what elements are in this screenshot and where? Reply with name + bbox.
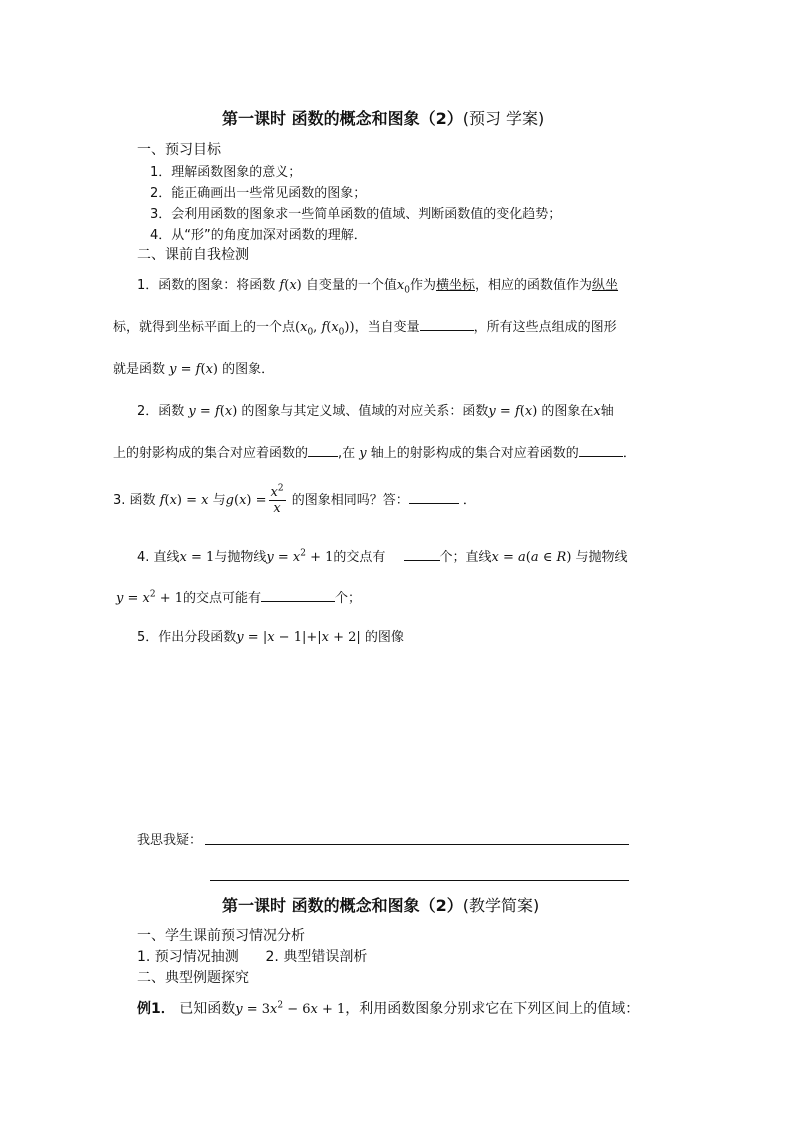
q4-line-1: 4. 直线x = 1与抛物线$y = x^2 + 1$的交点有 个；直线x = a(a ∈ R) 与抛物线 <box>137 548 628 565</box>
preview-title <box>222 106 544 129</box>
q2-blank-2[interactable] <box>579 444 623 457</box>
example-label: 例1． <box>137 1001 175 1017</box>
math-fx: f(x) <box>279 278 302 293</box>
teaching-title-suffix: (教学简案) <box>462 896 540 915</box>
goal-item-4: 4．从“形”的角度加深对函数的理解． <box>150 228 367 243</box>
section-goals-heading: 一、预习目标 <box>137 142 221 158</box>
q4-line-2: $y = x^2 + 1$的交点可能有 个； <box>116 589 362 606</box>
math-y-eq-fx: y = f(x) <box>169 362 218 377</box>
q2-line-2: 上的射影构成的集合对应着函数的 ,在 y 轴上的射影构成的集合对应着函数的 ． <box>113 446 636 461</box>
q5-line: 5．作出分段函数y = |x − 1|+|x + 2| 的图像 <box>137 630 404 645</box>
preview-title-main: 第一课时 函数的概念和图象（2） <box>222 109 463 128</box>
math-fraction: $\frac{x^2}{x}$ <box>270 483 284 516</box>
teaching-section-2: 二、典型例题探究 <box>137 970 249 986</box>
teaching-section-1: 一、学生课前预习情况分析 <box>137 928 305 944</box>
q2-line-1: 2．函数 y = f(x) 的图象与其定义域、值域的对应关系：函数y = f(x) 的图象在x轴 <box>137 404 614 419</box>
reflect-label: 我思我疑： <box>137 833 203 848</box>
example-1: 例1． 已知函数$y = 3x^2 - 6x + 1$，利用函数图象分别求它在下列区间上的值域： <box>137 1000 640 1017</box>
q3-blank[interactable] <box>409 491 459 504</box>
q4-blank-2[interactable] <box>261 589 335 602</box>
q3-line: 3. 函数 f(x) = x 与g(x) = $\frac{x^2}{x}$ 的图象相同吗？答： ． <box>113 483 476 516</box>
q1-line-2: 标，就得到坐标平面上的一个点($x_0$, $f(x_0)$)，当自变量 ，所有这些点组成的图形 <box>113 320 617 338</box>
goal-item-3: 3．会利用函数的图象求一些简单函数的值域、判断函数值的变化趋势； <box>150 207 562 222</box>
math-point: ($x_0$, $f(x_0)$) <box>295 320 355 338</box>
section-selfcheck-heading: 二、课前自我检测 <box>137 247 249 263</box>
reflect-line-2[interactable] <box>210 880 629 881</box>
q4-blank-1[interactable] <box>404 548 440 561</box>
teaching-items: 1. 预习情况抽测 2. 典型错误剖析 <box>137 949 368 965</box>
goal-item-2: 2．能正确画出一些常见函数的图象； <box>150 186 367 201</box>
teaching-title-main: 第一课时 函数的概念和图象（2） <box>222 896 463 915</box>
reflect-line-1[interactable] <box>205 844 629 845</box>
teaching-title <box>222 893 539 916</box>
math-quadratic: $y = 3x^2 - 6x + 1$ <box>235 1000 346 1017</box>
q2-blank-1[interactable] <box>308 444 338 457</box>
math-x0: $x_0$ <box>396 278 410 296</box>
preview-title-suffix: (预习 学案) <box>462 109 545 128</box>
goal-item-1: 1．理解函数图象的意义； <box>150 165 302 180</box>
q1-blank[interactable] <box>420 318 474 331</box>
math-abs-func: y = |x − 1|+|x + 2| <box>236 630 361 645</box>
q1-line-3: 就是函数 y = f(x) 的图象． <box>113 362 275 377</box>
q1-line-1: 1．函数的图象：将函数 f(x) 自变量的一个值$x_0$作为横坐标，相应的函数值作为纵坐 <box>137 278 619 296</box>
